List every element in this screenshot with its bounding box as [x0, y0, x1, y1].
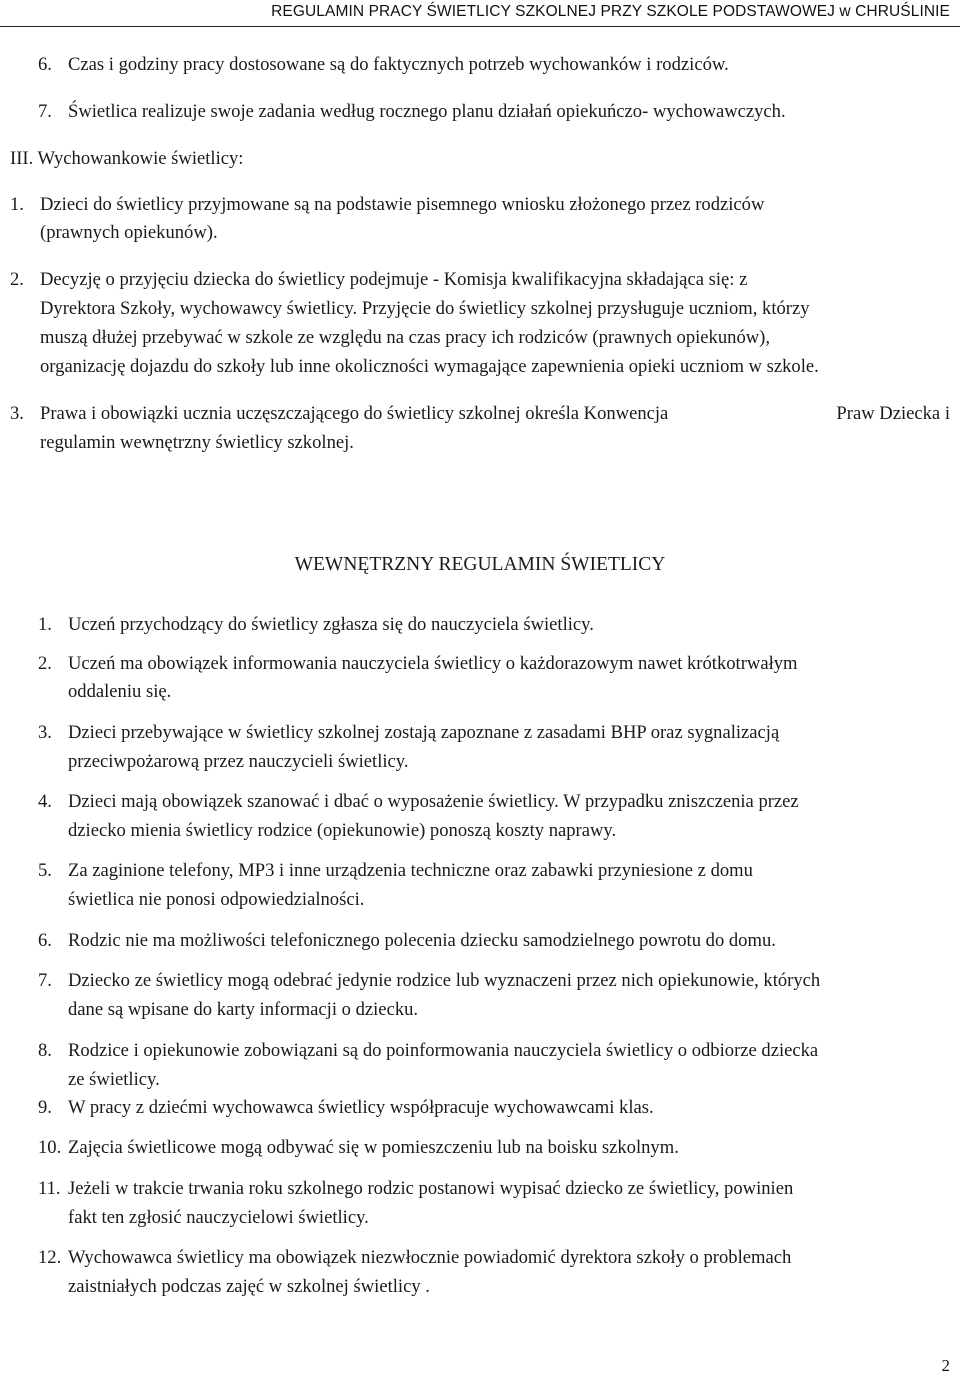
list-item-text: regulamin wewnętrzny świetlicy szkolnej.: [40, 432, 354, 453]
list-item-text: Za zaginione telefony, MP3 i inne urządzenia techniczne oraz zabawki przyniesione z domu: [68, 860, 753, 881]
list-item-text: Uczeń ma obowiązek informowania nauczyciela świetlicy o każdorazowym nawet krótkotrwałym: [68, 653, 798, 674]
list-item-text: Prawa i obowiązki ucznia uczęszczającego do świetlicy szkolnej określa Konwencja: [40, 403, 669, 424]
list-item-number: 8.: [38, 1040, 52, 1061]
list-item-text: Rodzice i opiekunowie zobowiązani są do poinformowania nauczyciela świetlicy o odbiorze dziecka: [68, 1040, 819, 1061]
list-item-text: organizację dojazdu do szkoły lub inne okoliczności wymagające zapewnienia opieki uczniom w szkole.: [40, 356, 819, 377]
list-item-text: (prawnych opiekunów).: [40, 222, 218, 243]
list-item-text: Dzieci przebywające w świetlicy szkolnej zostają zapoznane z zasadami BHP oraz sygnalizacją: [68, 722, 780, 743]
list-item-number: 2.: [10, 269, 24, 290]
list-item-text: Czas i godziny pracy dostosowane są do faktycznych potrzeb wychowanków i rodziców.: [68, 54, 729, 75]
list-item-number: 11.: [38, 1178, 61, 1199]
list-item-number: 6.: [38, 54, 52, 75]
page-number: 2: [941, 1356, 950, 1375]
list-item-number: 7.: [38, 970, 52, 991]
list-item-text: W pracy z dziećmi wychowawca świetlicy współpracuje wychowawcami klas.: [68, 1097, 654, 1118]
document-title: REGULAMIN PRACY ŚWIETLICY SZKOLNEJ PRZY SZKOLE PODSTAWOWEJ w CHRUŚLINIE: [271, 3, 950, 20]
list-item-text: Świetlica realizuje swoje zadania według rocznego planu działań opiekuńczo- wychowawczych.: [68, 101, 786, 122]
list-item-text: Decyzję o przyjęciu dziecka do świetlicy podejmuje - Komisja kwalifikacyjna składająca się: z: [40, 269, 748, 290]
list-item-text: Dzieci mają obowiązek szanować i dbać o wyposażenie świetlicy. W przypadku zniszczenia przez: [68, 791, 799, 812]
section-heading: III. Wychowankowie świetlicy:: [10, 148, 244, 169]
list-item-text: Dziecko ze świetlicy mogą odebrać jedynie rodzice lub wyznaczeni przez nich opiekunowie, których: [68, 970, 821, 991]
list-item-text: Praw Dziecka i: [836, 403, 950, 424]
list-item-text: dane są wpisane do karty informacji o dziecku.: [68, 999, 419, 1020]
list-item-number: 3.: [38, 722, 52, 743]
list-item-number: 12.: [38, 1247, 62, 1268]
list-item-text: dziecko mienia świetlicy rodzice (opiekunowie) ponoszą koszty naprawy.: [68, 820, 617, 841]
list-item-text: Rodzic nie ma możliwości telefonicznego polecenia dziecku samodzielnego powrotu do domu.: [68, 930, 776, 951]
rules-heading: WEWNĘTRZNY REGULAMIN ŚWIETLICY: [294, 554, 666, 575]
list-item-text: przeciwpożarową przez nauczycieli świetlicy.: [68, 751, 409, 772]
list-item-number: 9.: [38, 1097, 52, 1118]
list-item-text: fakt ten zgłosić nauczycielowi świetlicy.: [68, 1207, 369, 1228]
list-item-number: 2.: [38, 653, 52, 674]
list-item-number: 5.: [38, 860, 52, 881]
list-item-text: świetlica nie ponosi odpowiedzialności.: [68, 889, 365, 910]
list-item-number: 10.: [38, 1137, 62, 1158]
list-item-number: 1.: [10, 194, 24, 215]
list-item-text: Zajęcia świetlicowe mogą odbywać się w pomieszczeniu lub na boisku szkolnym.: [68, 1137, 679, 1158]
list-item-text: Uczeń przychodzący do świetlicy zgłasza się do nauczyciela świetlicy.: [68, 614, 594, 635]
list-item-number: 3.: [10, 403, 24, 424]
list-item-text: zaistniałych podczas zajęć w szkolnej świetlicy .: [68, 1276, 430, 1297]
list-item-text: muszą dłużej przebywać w szkole ze względu na czas pracy ich rodziców (prawnych opiekunów),: [40, 327, 771, 348]
list-item-number: 1.: [38, 614, 52, 635]
list-item-number: 4.: [38, 791, 52, 812]
list-item-text: Wychowawca świetlicy ma obowiązek niezwłocznie powiadomić dyrektora szkoły o problemach: [68, 1247, 792, 1268]
header-divider: [0, 26, 960, 27]
list-item-text: Dyrektora Szkoły, wychowawcy świetlicy. Przyjęcie do świetlicy szkolnej przysługuje uczniom, którzy: [40, 298, 810, 319]
list-item-text: oddaleniu się.: [68, 681, 172, 702]
list-item-text: Dzieci do świetlicy przyjmowane są na podstawie pisemnego wniosku złożonego przez rodziców: [40, 194, 765, 215]
list-item-number: 6.: [38, 930, 52, 951]
list-item-text: Jeżeli w trakcie trwania roku szkolnego rodzic postanowi wypisać dziecko ze świetlicy, powinien: [68, 1178, 794, 1199]
page-header: [0, 0, 960, 30]
list-item-number: 7.: [38, 101, 52, 122]
list-item-text: ze świetlicy.: [68, 1069, 160, 1090]
